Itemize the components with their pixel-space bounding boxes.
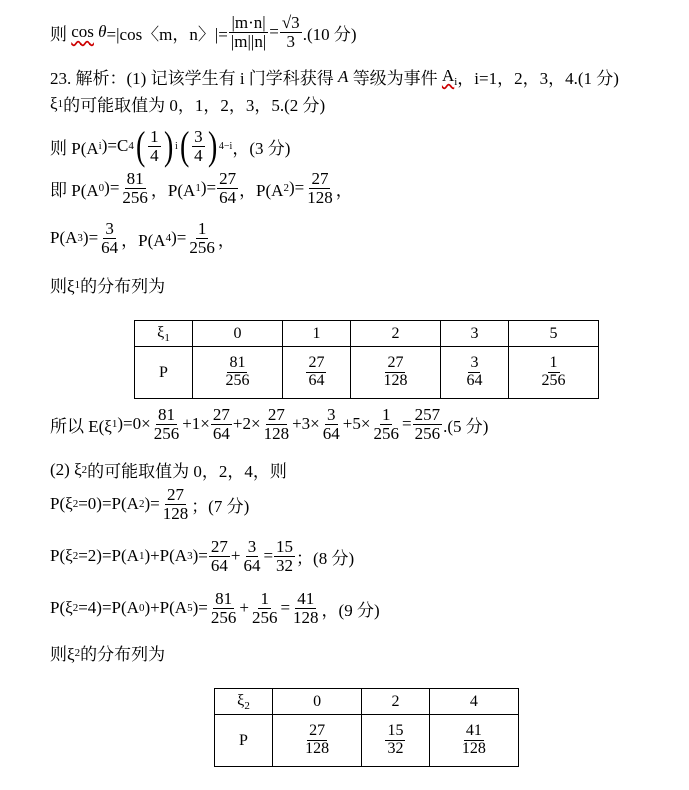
subscript: i [98,140,102,153]
score-note: .(5 分) [443,416,489,436]
exponent: i [174,140,178,152]
score-note: ，(3 分) [232,138,291,158]
q23-intro-line [50,64,619,89]
distribution-table-2 [214,688,519,767]
p012-line: 即 P(A 0 )= $\frac{81}{256}$ ，P(A 1 )= $\frac{27}{64}$ ，P(A 2 )= $\frac{27}{128}$ ， [50,169,353,207]
fraction: $\frac{257}{256}$ [414,405,441,443]
text: =|cos〈m，n〉|= [106,24,228,44]
paren-fraction: ( $\frac{1}{4}$ ) [135,123,173,169]
theta-symbol: θ [98,22,107,42]
text: ，i=1，2，3，4.(1 分) [457,69,619,88]
text: 则 P(A [50,138,99,158]
xi1-values-line [50,91,325,116]
table-cell: $\frac{15}{32}$ [362,715,430,767]
table-cell: $\xi_1$ [135,321,193,347]
fraction: $\frac{27}{128}$ [263,405,290,443]
fraction: $\frac{81}{256}$ [153,405,180,443]
fraction: $\frac{81}{256}$ [210,589,237,627]
fraction: $\frac{1}{256}$ [373,405,399,443]
text: )=C [101,136,129,156]
prob-formula-line [50,123,291,169]
subscript: 4 [128,140,134,153]
table-cell: $\frac{27}{64}$ [282,347,350,399]
score-note: ；(8 分) [296,548,355,568]
table-cell: $\frac{81}{256}$ [193,347,283,399]
grade-letter: A [338,66,349,86]
text: 等级为事件 [352,69,438,88]
table-cell: 3 [440,321,508,347]
p-xi2-2-line: P(ξ 2 =2)=P(A 1 )+P(A 3 )= $\frac{27}{64}$ + $\frac{3}{64}$ = $\frac{15}{32}$ ；(8 分) [50,537,355,575]
expectation-line: 所以 E(ξ 1 )=0× $\frac{81}{256}$ +1× $\frac{27}{64}$ +2× $\frac{27}{128}$ +3× $\frac{3}{64}$ +5× $\frac{1}{256}$ = $\frac{257}{256}$ .(5 分) [50,405,489,443]
fraction: $\frac{27}{128}$ [307,169,333,207]
paren-fraction: ( $\frac{3}{4}$ ) [179,123,217,169]
score-note: ；(7 分) [191,496,250,516]
table-cell: $\frac{1}{256}$ [509,347,599,399]
fraction: $\frac{1}{256}$ [251,589,278,627]
fraction: $\frac{27}{64}$ [210,537,228,575]
subscript: 1 [57,97,64,110]
fraction: $\frac{27}{64}$ [219,169,237,207]
dist2-title: 则ξ 2 的分布列为 [50,645,166,664]
fraction: $\frac{27}{128}$ [162,485,189,523]
table-header-row [215,689,519,715]
table-cell: P [135,347,193,399]
score-note: .(10 分) [302,24,357,44]
cos-theta-line [50,14,357,51]
text: = [269,22,279,42]
fraction: $\frac{1}{256}$ [189,219,215,257]
table-cell: 0 [193,321,283,347]
fraction: $\frac{41}{128}$ [293,589,319,627]
xi-symbol: ξ [50,93,58,113]
table-cell: P [215,715,273,767]
table-row [135,347,599,399]
table-cell: $\frac{27}{128}$ [273,715,362,767]
table-cell: 2 [362,689,430,715]
fraction: $\frac{|m\cdot n|}{|m||n|}$ [230,13,267,51]
fraction: $\frac{81}{256}$ [122,169,148,207]
p-xi2-0-line: P(ξ 2 =0)=P(A 2 )= $\frac{27}{128}$ ；(7 分) [50,485,250,523]
table-cell: 1 [282,321,350,347]
table-cell: 0 [273,689,362,715]
table-cell: 2 [351,321,441,347]
score-note: ，(9 分) [321,600,380,620]
fraction: $\frac{3}{64}$ [322,405,340,443]
text: 的可能取值为 0，1，2，3，5.(2 分) [63,96,326,115]
fraction: $\frac{27}{64}$ [212,405,230,443]
part2-line: (2) ξ 2 的可能取值为 0，2，4，则 [50,459,287,481]
table-cell: $\frac{41}{128}$ [429,715,518,767]
event-symbol: $A_i$ [441,65,458,88]
table-cell: $\frac{27}{128}$ [351,347,441,399]
exponent: 4−i [218,140,233,152]
text: 23. 解析：(1) 记该学生有 i 门学科获得 [50,69,334,88]
distribution-table-1 [134,320,599,399]
fraction: $\frac{3}{64}$ [243,537,261,575]
fraction: $\frac{√3}{3}$ [281,13,300,51]
dist1-title: 则ξ 1 的分布列为 [50,277,166,296]
table-cell: 4 [429,689,518,715]
table-cell: $\frac{3}{64}$ [440,347,508,399]
table-row [215,715,519,767]
fraction: $\frac{15}{32}$ [276,537,294,575]
table-cell: $\xi_2$ [215,689,273,715]
p-xi2-4-line: P(ξ 2 =4)=P(A 0 )+P(A 5 )= $\frac{81}{256}$ + $\frac{1}{256}$ = $\frac{41}{128}$ ，(9 分) [50,589,380,627]
cos-text: cos [71,22,94,42]
table-cell: 5 [509,321,599,347]
p34-line: P(A 3 )= $\frac{3}{64}$ ，P(A 4 )= $\frac{1}{256}$ ， [50,219,235,257]
fraction: $\frac{3}{64}$ [101,219,119,257]
table-header-row [135,321,599,347]
text: 则 [50,24,67,44]
